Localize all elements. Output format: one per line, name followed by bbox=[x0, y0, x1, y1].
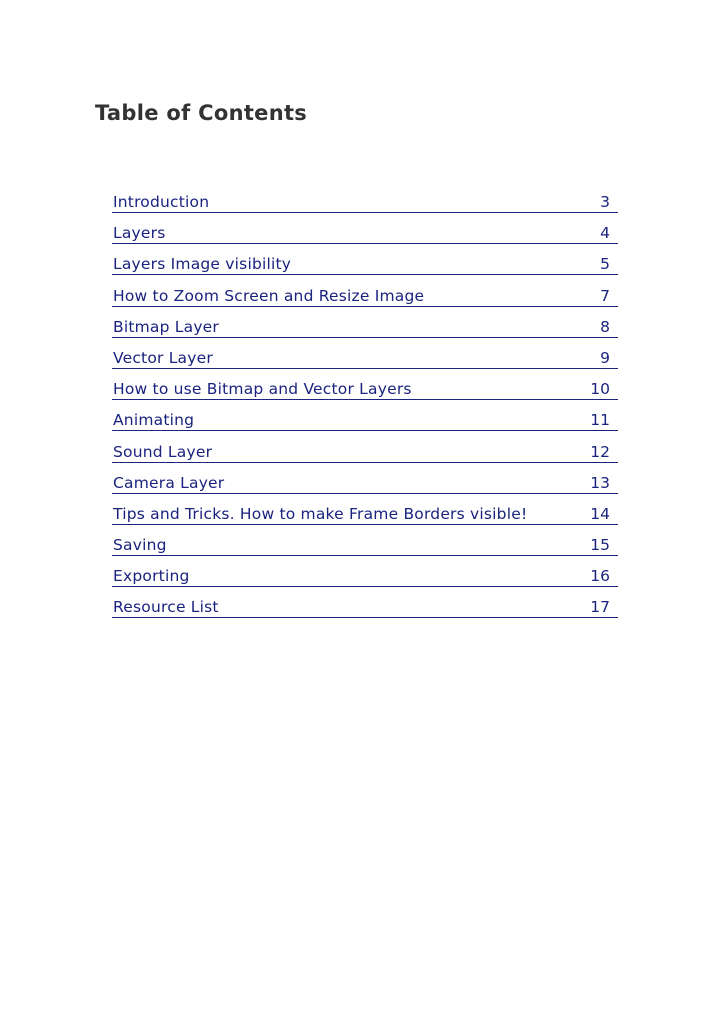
toc-entry-label: Introduction bbox=[113, 193, 210, 211]
toc-entry-label: Bitmap Layer bbox=[113, 317, 219, 336]
toc-entry-sound-layer[interactable] bbox=[112, 436, 618, 467]
toc-page-number: 7 bbox=[600, 286, 610, 305]
toc-page-number: 12 bbox=[590, 442, 610, 461]
toc-entry-saving[interactable] bbox=[112, 529, 618, 560]
toc-entry-resource-list[interactable] bbox=[112, 591, 618, 622]
toc-page-number: 8 bbox=[600, 317, 610, 336]
toc-entry-zoom-screen-resize-image[interactable] bbox=[112, 280, 618, 311]
toc-entry-label: Tips and Tricks. How to make Frame Borders visible! bbox=[113, 504, 528, 523]
toc-entry-tips-and-tricks[interactable] bbox=[112, 498, 618, 529]
toc-entry-exporting[interactable] bbox=[112, 560, 618, 591]
toc-entry-introduction[interactable] bbox=[112, 186, 618, 217]
toc-page-number: 13 bbox=[590, 473, 610, 492]
toc-list bbox=[112, 186, 618, 623]
toc-entry-label: How to Zoom Screen and Resize Image bbox=[113, 286, 425, 305]
toc-entry-label: Exporting bbox=[113, 567, 190, 586]
toc-entry-label: Sound Layer bbox=[113, 442, 213, 461]
toc-page-number: 3 bbox=[600, 193, 610, 211]
toc-entry-label: Camera Layer bbox=[113, 473, 225, 492]
toc-entry-layers-image-visibility[interactable] bbox=[112, 248, 618, 279]
toc-entry-label: How to use Bitmap and Vector Layers bbox=[113, 380, 412, 399]
toc-entry-label: Vector Layer bbox=[113, 348, 213, 367]
toc-page-number: 4 bbox=[600, 224, 610, 243]
toc-entry-layers[interactable] bbox=[112, 217, 618, 248]
page-title: Table of Contents bbox=[95, 101, 308, 125]
toc-entry-label: Saving bbox=[113, 536, 167, 555]
toc-page-number: 16 bbox=[590, 567, 610, 586]
toc-entry-camera-layer[interactable] bbox=[112, 467, 618, 498]
toc-page-number: 11 bbox=[590, 411, 610, 430]
toc-entry-vector-layer[interactable] bbox=[112, 342, 618, 373]
toc-entry-animating[interactable] bbox=[112, 404, 618, 435]
toc-entry-bitmap-and-vector-layers[interactable] bbox=[112, 373, 618, 404]
toc-entry-label: Animating bbox=[113, 411, 195, 430]
toc-page-number: 9 bbox=[600, 348, 610, 367]
toc-entry-label: Layers bbox=[113, 224, 166, 243]
toc-page-number: 5 bbox=[600, 255, 610, 274]
toc-page-number: 17 bbox=[590, 598, 610, 617]
toc-page-number: 10 bbox=[590, 380, 610, 399]
toc-page-number: 14 bbox=[590, 504, 610, 523]
toc-entry-label: Resource List bbox=[113, 598, 219, 617]
toc-entry-label: Layers Image visibility bbox=[113, 255, 292, 274]
toc-page-number: 15 bbox=[590, 536, 610, 555]
toc-entry-bitmap-layer[interactable] bbox=[112, 311, 618, 342]
